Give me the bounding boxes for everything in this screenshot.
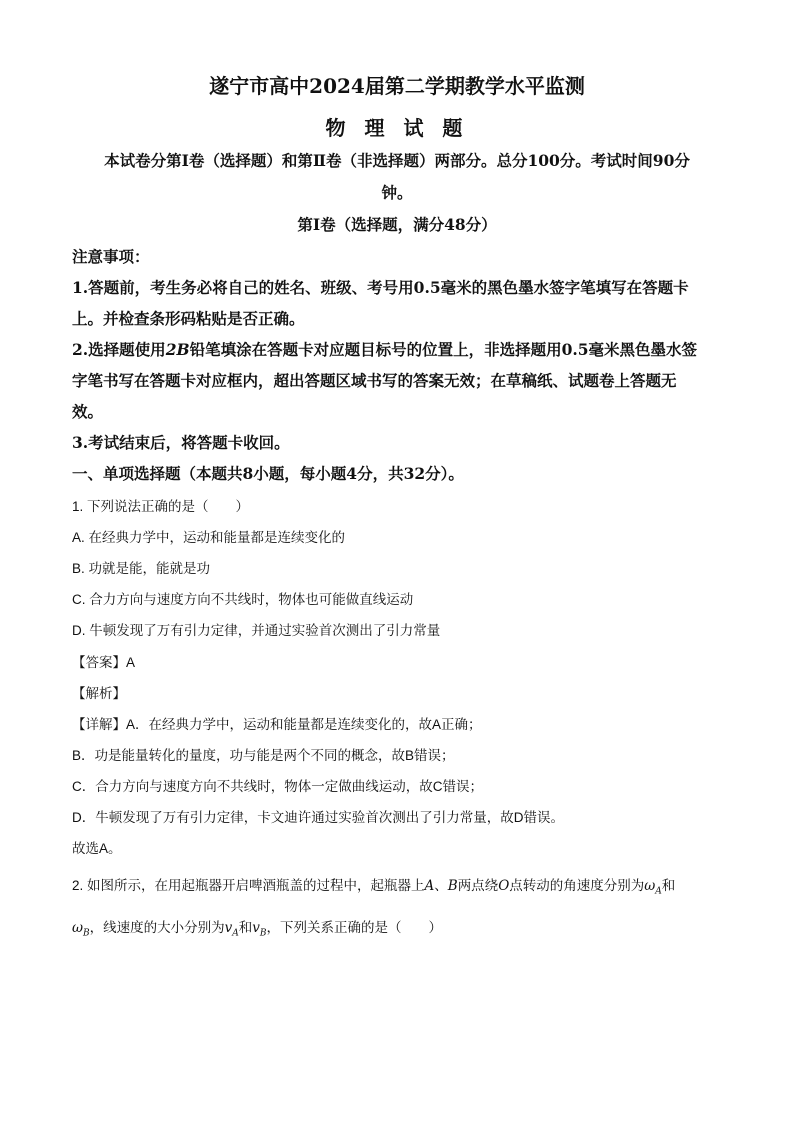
q2-text-3: 点转动的角速度分别为 <box>509 878 645 893</box>
question-1-stem: 1. 下列说法正确的是（ ） <box>72 499 250 514</box>
q2-point-o: O <box>498 878 510 894</box>
question-1-detail-b: B．功是能量转化的量度，功与能是两个不同的概念，故B错误； <box>72 748 455 763</box>
intro-line-1: 本试卷分第Ⅰ卷（选择题）和第Ⅱ卷（非选择题）两部分。总分100分。考试时间90分 <box>104 151 690 170</box>
subject-title: 物 理 试 题 <box>325 116 469 140</box>
q2-v-a-sub: A <box>232 928 239 939</box>
question-1-option-a: A. 在经典力学中，运动和能量都是连续变化的 <box>72 530 346 545</box>
q2-text-4: ，线速度的大小分别为 <box>89 920 225 935</box>
notes-heading: 注意事项： <box>72 247 150 266</box>
question-2-line-1 <box>72 874 722 897</box>
question-1-option-b: B. 功就是能，能就是功 <box>72 561 211 576</box>
part1-title: 第Ⅰ卷（选择题，满分48分） <box>297 215 497 234</box>
intro-line-2: 钟。 <box>381 183 413 202</box>
q2-text-5: ，下列关系正确的是（ ） <box>266 920 443 935</box>
section-1-title: 一、单项选择题（本题共8小题，每小题4分，共32分）。 <box>72 464 464 483</box>
question-1-option-d: D. 牛顿发现了万有引力定律，并通过实验首次测出了引力常量 <box>72 623 441 638</box>
q2-omega-b: ω <box>72 920 84 936</box>
q2-v-b-sub: B <box>259 928 267 939</box>
note-1-line-2: 上。并检查条形码粘贴是否正确。 <box>72 309 305 328</box>
q2-point-b: B <box>447 878 458 894</box>
note-2-line-3: 效。 <box>72 402 104 421</box>
q2-v-a: v <box>224 920 233 936</box>
exam-title: 遂宁市高中2024届第二学期教学水平监测 <box>209 74 585 98</box>
question-1-analysis: 【解析】 <box>72 686 126 701</box>
note-1-line-1: 1.答题前，考生务必将自己的姓名、班级、考号用0.5毫米的黑色墨水签字笔填写在答题卡 <box>72 278 689 297</box>
question-1-answer: 【答案】A <box>72 655 136 670</box>
note-2-text-a: 2.选择题使用 <box>72 340 166 359</box>
note-2-line-2: 字笔书写在答题卡对应框内，超出答题区域书写的答案无效；在草稿纸、试题卷上答题无 <box>72 371 677 390</box>
question-1-conclusion: 故选A。 <box>72 841 122 856</box>
q2-omega-a: ω <box>644 878 656 894</box>
q2-text-2: 两点绕 <box>457 878 499 893</box>
question-1-detail-c: C．合力方向与速度方向不共线时，物体一定做曲线运动，故C错误； <box>72 779 483 794</box>
question-1-option-c: C. 合力方向与速度方向不共线时，物体也可能做直线运动 <box>72 592 414 607</box>
q2-point-a: A <box>424 878 435 894</box>
question-2-line-2 <box>72 916 722 939</box>
note-3: 3.考试结束后，将答题卡收回。 <box>72 433 290 452</box>
note-2-line-1 <box>72 338 722 360</box>
question-1-detail-d: D．牛顿发现了万有引力定律，卡文迪许通过实验首次测出了引力常量，故D错误。 <box>72 810 564 825</box>
q2-and-2: 和 <box>238 920 253 935</box>
q2-omega-a-sub: A <box>655 886 662 897</box>
q2-sep: 、 <box>434 878 448 893</box>
question-1-detail-a: 【详解】A．在经典力学中，运动和能量都是连续变化的，故A正确； <box>72 717 482 732</box>
note-2-pencil: 2B <box>165 340 190 359</box>
q2-v-b: v <box>252 920 260 936</box>
q2-text-1: 2. 如图所示，在用起瓶器开启啤酒瓶盖的过程中，起瓶器上 <box>72 878 425 893</box>
q2-omega-b-sub: B <box>83 928 90 939</box>
q2-and: 和 <box>661 878 676 893</box>
note-2-text-b: 铅笔填涂在答题卡对应题目标号的位置上，非选择题用0.5毫米黑色墨水签 <box>189 340 698 359</box>
